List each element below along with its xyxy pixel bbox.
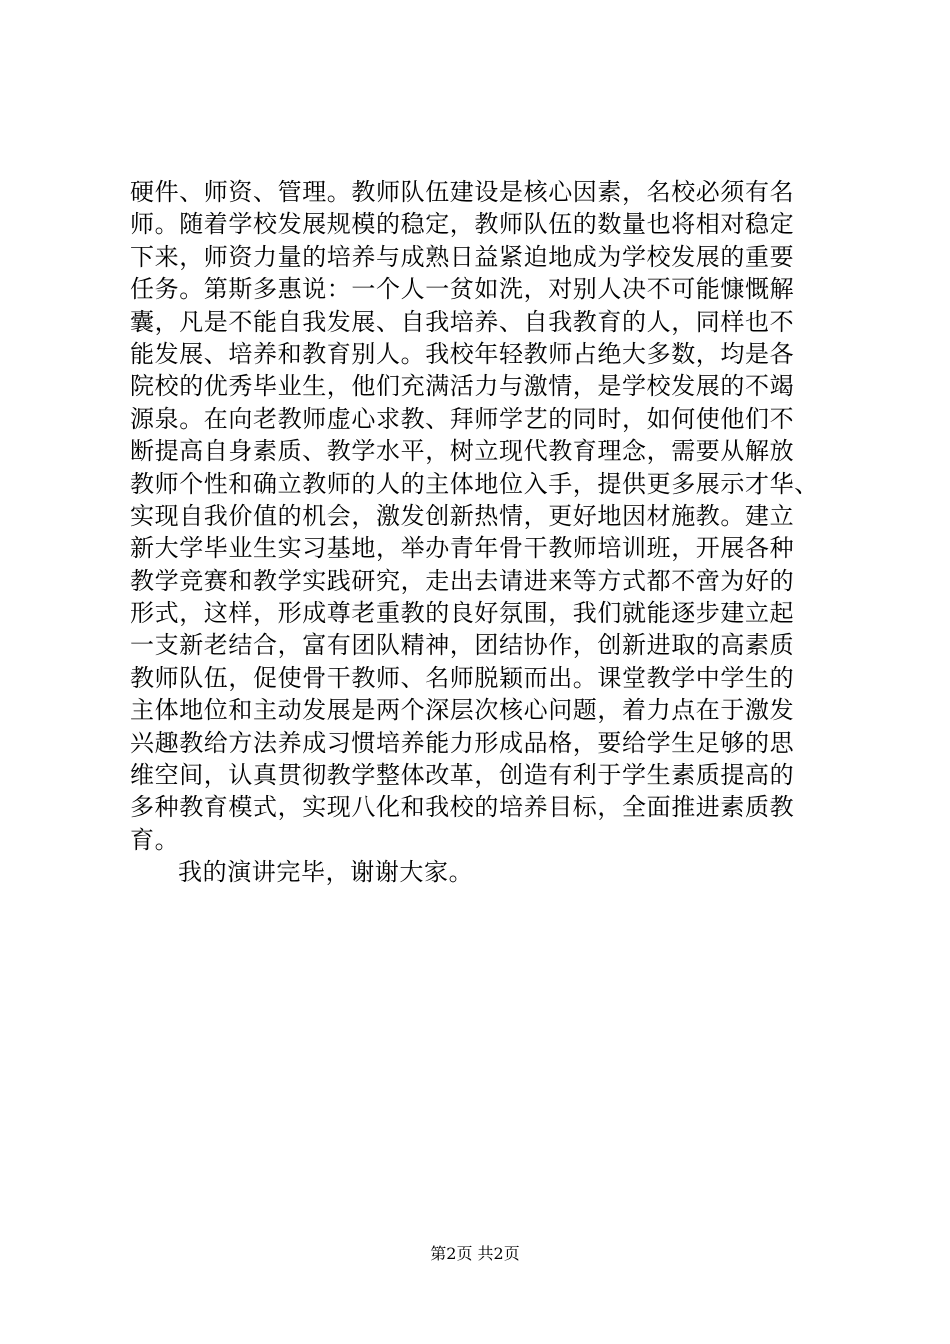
paragraph-line: 硬件、师资、管理。教师队伍建设是核心因素，名校必须有名 [130,178,795,206]
paragraph-line: 能发展、培养和教育别人。我校年轻教师占绝大多数，均是各 [130,339,795,368]
paragraph-line: 教学竞赛和教学实践研究，走出去请进来等方式都不啻为好的 [130,566,795,595]
closing-line: 我的演讲完毕，谢谢大家。 [178,858,474,887]
paragraph-line: 形式，这样，形成尊老重教的良好氛围，我们就能逐步建立起 [130,599,795,628]
paragraph-line: 院校的优秀毕业生，他们充满活力与激情，是学校发展的不竭 [130,372,795,401]
page-footer: 第2页 共2页 [430,1244,520,1263]
paragraph-line: 断提高自身素质、教学水平，树立现代教育理念，需要从解放 [130,437,795,466]
paragraph-line: 教师个性和确立教师的人的主体地位入手，提供更多展示才华、 [130,469,819,498]
paragraph-line: 维空间，认真贯彻教学整体改革，创造有利于学生素质提高的 [130,761,795,790]
paragraph-line: 育。 [130,825,180,854]
paragraph-line: 教师队伍，促使骨干教师、名师脱颖而出。课堂教学中学生的 [130,663,795,692]
paragraph-line: 兴趣教给方法养成习惯培养能力形成品格，要给学生足够的思 [130,728,795,757]
paragraph-line: 主体地位和主动发展是两个深层次核心问题，着力点在于激发 [130,696,795,725]
paragraph-line: 囊，凡是不能自我发展、自我培养、自我教育的人，同样也不 [130,307,795,336]
paragraph-line: 一支新老结合，富有团队精神，团结协作，创新进取的高素质 [130,631,795,660]
paragraph-line: 实现自我价值的机会，激发创新热情，更好地因材施教。建立 [130,501,795,530]
paragraph-line: 新大学毕业生实习基地，举办青年骨干教师培训班，开展各种 [130,534,795,563]
paragraph-line: 师。随着学校发展规模的稳定，教师队伍的数量也将相对稳定 [130,210,795,239]
document-body [130,176,830,889]
paragraph-line: 任务。第斯多惠说：一个人一贫如洗，对别人决不可能慷慨解 [130,275,795,304]
paragraph-line: 下来，师资力量的培养与成熟日益紧迫地成为学校发展的重要 [130,242,795,271]
paragraph-line: 源泉。在向老教师虚心求教、拜师学艺的同时，如何使他们不 [130,404,795,433]
paragraph-line: 多种教育模式，实现八化和我校的培养目标，全面推进素质教 [130,793,795,822]
